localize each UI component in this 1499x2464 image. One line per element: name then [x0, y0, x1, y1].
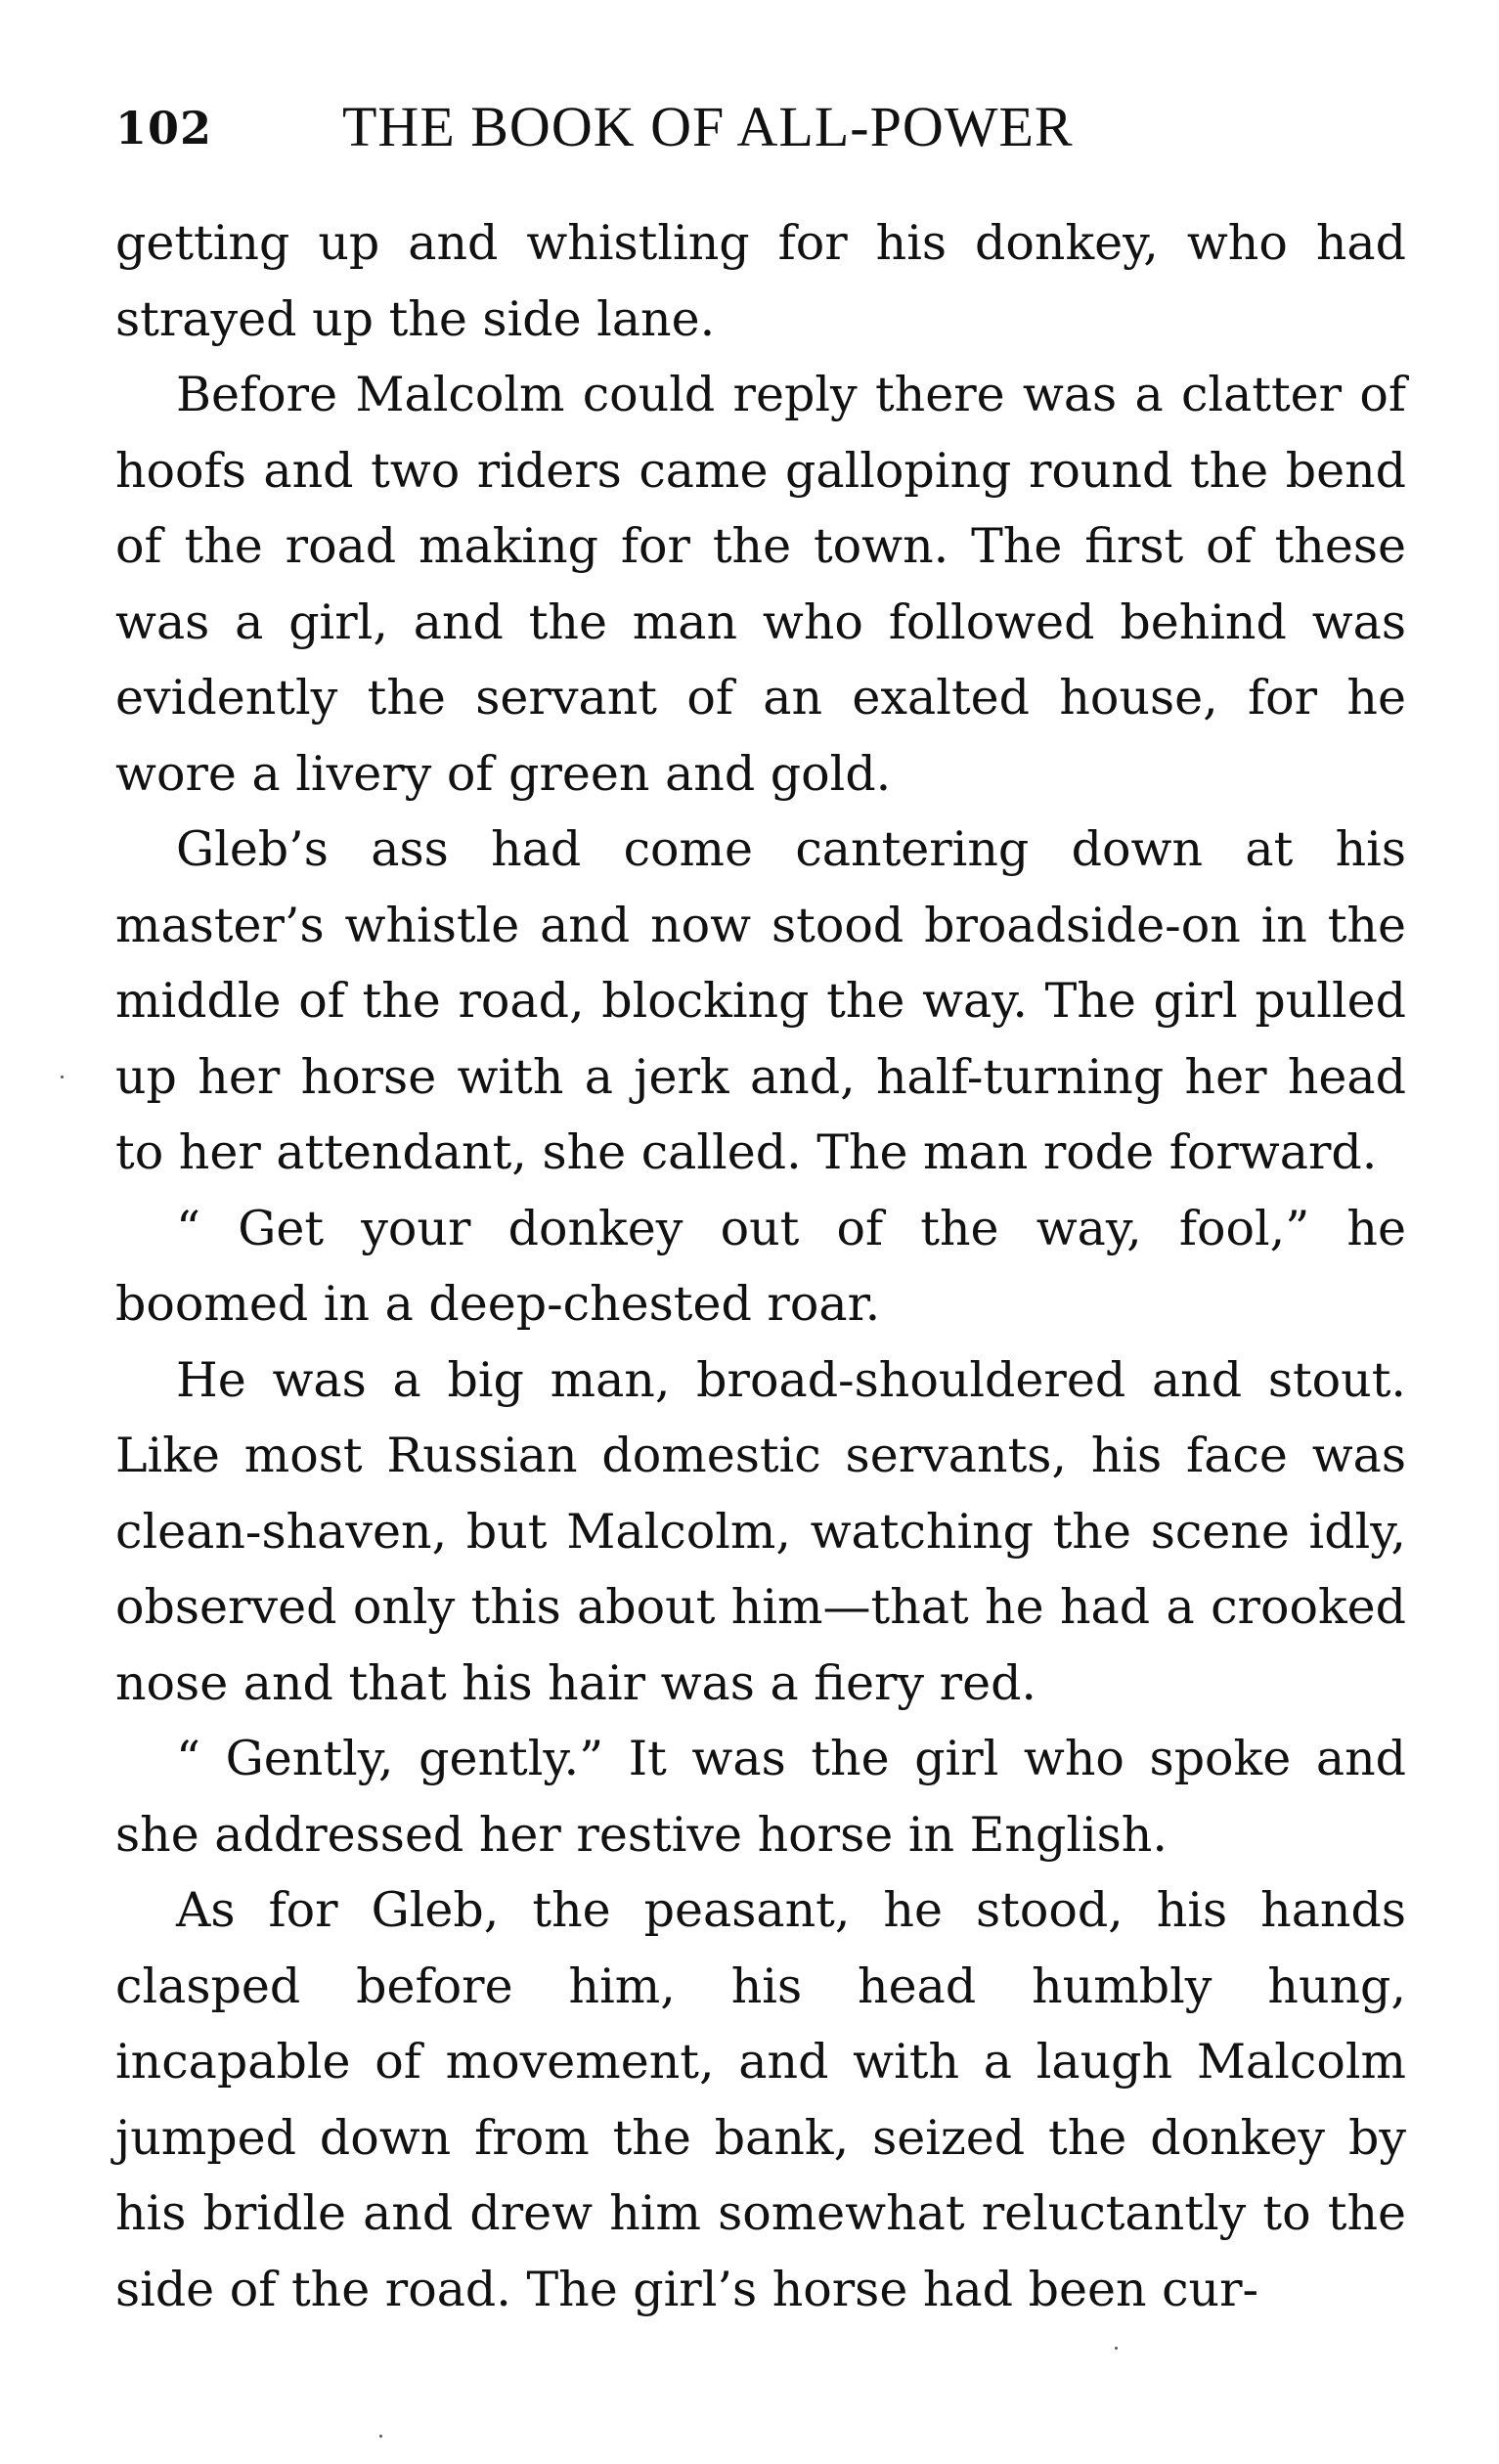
paragraph-5: He was a big man, broad-shouldered and stout. Like most Russian domestic servants, his face was clean-shaven, but Malcolm, watching the scene idly, observed only this about him—that he had a crooked nose and that his hair was a fiery red.	[115, 1351, 1406, 1711]
print-speck	[1115, 2347, 1118, 2350]
body-text	[115, 205, 1406, 2327]
running-head	[115, 94, 1406, 172]
print-speck	[61, 1076, 64, 1078]
paragraph-4: “ Get your donkey out of the way, fool,” he boomed in a deep-chested roar.	[115, 1200, 1406, 1332]
print-speck	[379, 2435, 382, 2438]
paragraph-1: getting up and whistling for his donkey, who had strayed up the side lane.	[115, 215, 1406, 347]
page-number: 102	[115, 102, 213, 154]
paragraph-7: As for Gleb, the peasant, he stood, his hands clasped before him, his head humbly hung, incapable of movement, and with a laugh Malcolm jumped down from the bank, seized the donkey by his bridle and drew him somewhat reluctantly to the side of the road. The girl’s horse had been cur-	[115, 1882, 1406, 2317]
running-title: THE BOOK OF ALL-POWER	[342, 95, 1074, 158]
paragraph-6: “ Gently, gently.” It was the girl who spoke and she addressed her restive horse in English.	[115, 1731, 1406, 1863]
paragraph-3: Gleb’s ass had come cantering down at his master’s whistle and now stood broadside-on in the middle of the road, blocking the way. The girl pulled up her horse with a jerk and, half-turning her head to her attendant, she called. The man rode forward.	[115, 821, 1406, 1180]
paragraph-2: Before Malcolm could reply there was a clatter of hoofs and two riders came galloping round the bend of the road making for the town. The first of these was a girl, and the man who followed behind was evidently the servant of an exalted house, for he wore a livery of green and gold.	[115, 367, 1406, 802]
